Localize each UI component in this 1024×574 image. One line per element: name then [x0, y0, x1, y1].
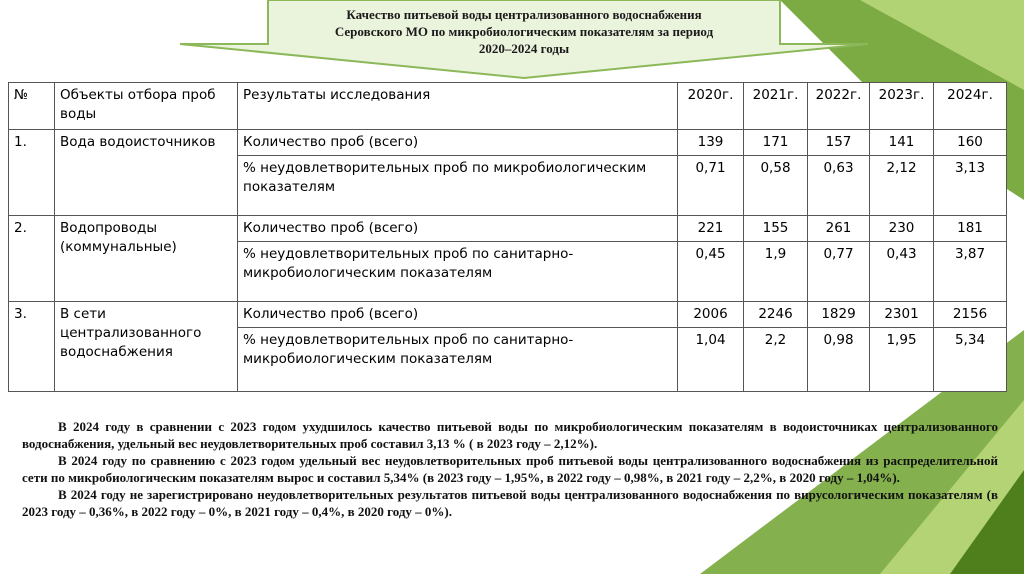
value-cell: 221: [678, 216, 744, 242]
header-2020: 2020г.: [678, 83, 744, 130]
header-result: Результаты исследования: [238, 83, 678, 130]
value-cell: 0,63: [808, 156, 870, 216]
title-banner: [268, 0, 780, 78]
value-cell: 5,34: [934, 328, 1007, 392]
value-cell: 181: [934, 216, 1007, 242]
header-2021: 2021г.: [744, 83, 808, 130]
value-cell: 1,9: [744, 242, 808, 302]
header-object: Объекты отбора проб воды: [55, 83, 238, 130]
banner-title-line-1: Качество питьевой воды централизованного водоснабжения: [346, 7, 702, 22]
group-1-object: Вода водоисточников: [55, 130, 238, 216]
group-1-num: 1.: [9, 130, 55, 216]
note-paragraph-2: В 2024 году по сравнению с 2023 годом удельный вес неудовлетворительных проб питьевой воды централизованного водоснабжения из распределительной сети по микробиологическим показателям вырос и составил 5,34% (в 2023 году – 1,95%, в 2022 году – 0,98%, в 2021 году – 2,2%, в 2020 году – 1,04%).: [22, 453, 998, 485]
table-row: [9, 302, 1007, 328]
group-3-num: 3.: [9, 302, 55, 392]
value-cell: 2301: [870, 302, 934, 328]
water-quality-table: [8, 82, 1007, 392]
row-label: % неудовлетворительных проб по санитарно-микробиологическим показателям: [238, 242, 678, 302]
banner-title-line-2: Серовского МО по микробиологическим показателям за период: [334, 24, 714, 39]
table-row: [9, 130, 1007, 156]
summary-notes: [22, 418, 998, 520]
row-label: % неудовлетворительных проб по санитарно-микробиологическим показателям: [238, 328, 678, 392]
value-cell: 230: [870, 216, 934, 242]
value-cell: 0,77: [808, 242, 870, 302]
table-row: [9, 216, 1007, 242]
value-cell: 0,43: [870, 242, 934, 302]
value-cell: 1,04: [678, 328, 744, 392]
row-label: Количество проб (всего): [238, 130, 678, 156]
group-2-object: Водопроводы (коммунальные): [55, 216, 238, 302]
value-cell: 1829: [808, 302, 870, 328]
banner-title-line-3: 2020–2024 годы: [478, 41, 570, 56]
value-cell: 139: [678, 130, 744, 156]
value-cell: 0,58: [744, 156, 808, 216]
group-2-num: 2.: [9, 216, 55, 302]
value-cell: 0,98: [808, 328, 870, 392]
value-cell: 171: [744, 130, 808, 156]
value-cell: 3,13: [934, 156, 1007, 216]
row-label: % неудовлетворительных проб по микробиологическим показателям: [238, 156, 678, 216]
value-cell: 160: [934, 130, 1007, 156]
header-2024: 2024г.: [934, 83, 1007, 130]
value-cell: 2006: [678, 302, 744, 328]
value-cell: 155: [744, 216, 808, 242]
value-cell: 0,71: [678, 156, 744, 216]
value-cell: 261: [808, 216, 870, 242]
value-cell: 2,12: [870, 156, 934, 216]
value-cell: 157: [808, 130, 870, 156]
note-paragraph-3: В 2024 году не зарегистрировано неудовлетворительных результатов питьевой воды централизованного водоснабжения по вирусологическим показателям (в 2023 году – 0,36%, в 2022 году – 0%, в 2021 году – 0,4%, в 2020 году – 0%).: [22, 487, 998, 519]
header-2023: 2023г.: [870, 83, 934, 130]
row-label: Количество проб (всего): [238, 216, 678, 242]
note-paragraph-1: В 2024 году в сравнении с 2023 годом ухудшилось качество питьевой воды по микробиологическим показателям в водоисточниках централизованного водоснабжения, удельный вес неудовлетворительных проб составил 3,13 % ( в 2023 году – 2,12%).: [22, 419, 998, 451]
row-label: Количество проб (всего): [238, 302, 678, 328]
group-3-object: В сети централизованного водоснабжения: [55, 302, 238, 392]
value-cell: 3,87: [934, 242, 1007, 302]
value-cell: 2246: [744, 302, 808, 328]
value-cell: 2,2: [744, 328, 808, 392]
header-num: №: [9, 83, 55, 130]
value-cell: 1,95: [870, 328, 934, 392]
value-cell: 141: [870, 130, 934, 156]
header-2022: 2022г.: [808, 83, 870, 130]
value-cell: 2156: [934, 302, 1007, 328]
value-cell: 0,45: [678, 242, 744, 302]
table-header-row: [9, 83, 1007, 130]
